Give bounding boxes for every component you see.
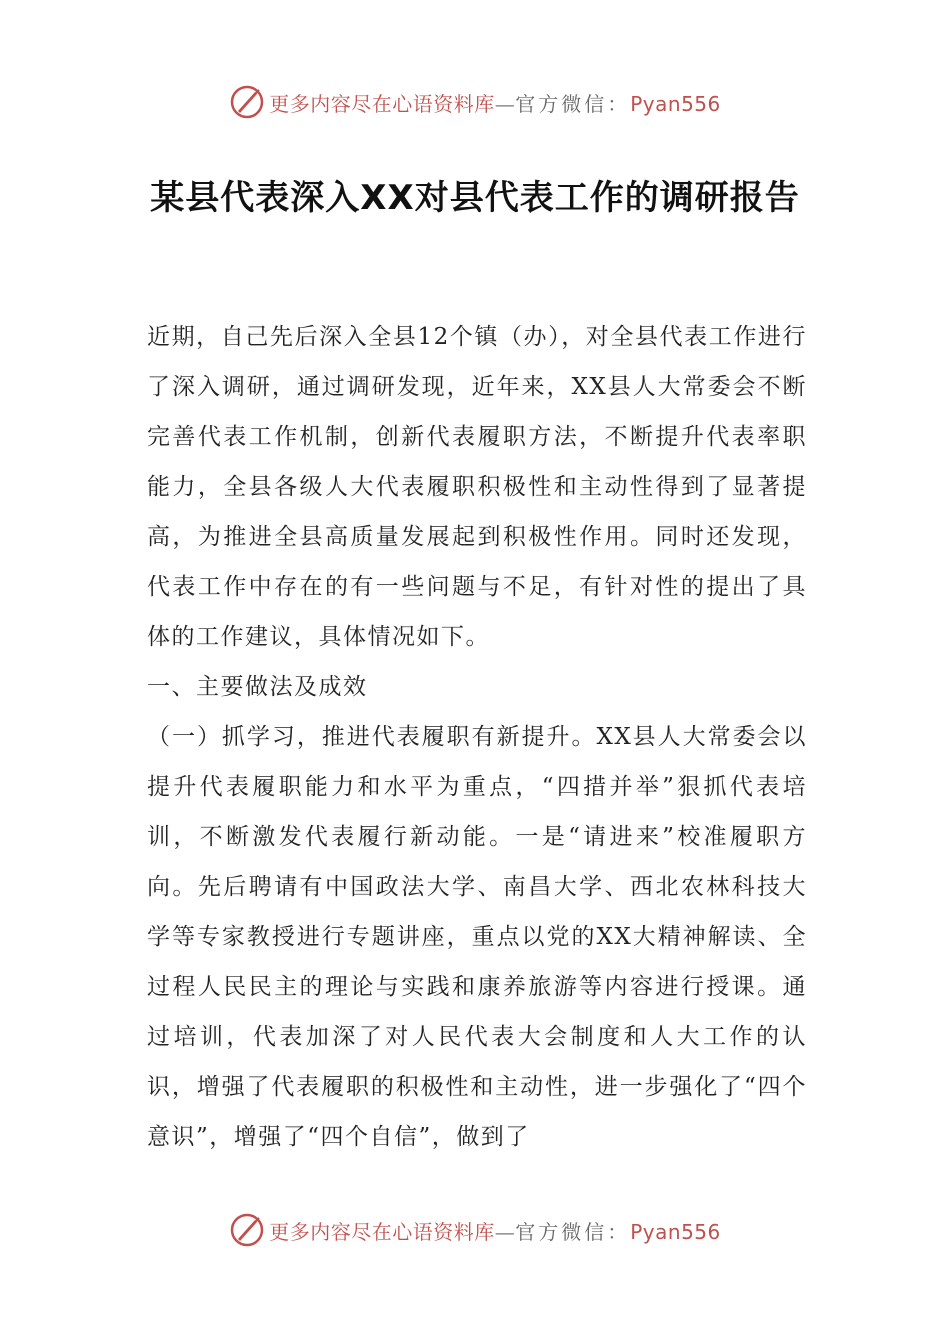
watermark-site: 更多内容尽在心语资料库 [269, 1219, 495, 1244]
watermark-separator: — [494, 1219, 516, 1244]
watermark-text [269, 88, 721, 117]
watermark-text [269, 1216, 721, 1245]
watermark-id: Pyan556 [630, 91, 721, 116]
watermark-label: 官方微信： [515, 1219, 631, 1244]
watermark-site: 更多内容尽在心语资料库 [269, 91, 495, 116]
paragraph-intro: 近期，自己先后深入全县12个镇（办），对全县代表工作进行了深入调研，通过调研发现，近年来，XX县人大常委会不断完善代表工作机制，创新代表履职方法，不断提升代表率职能力，全县各级人大代表履职积极性和主动性得到了显著提高，为推进全县高质量发展起到积极性作用。同时还发现，代表工作中存在的有一些问题与不足，有针对性的提出了具体的工作建议，具体情况如下。 [147, 324, 807, 650]
document-title: 某县代表深入XX对县代表工作的调研报告 [150, 178, 800, 218]
section-heading: 一、主要做法及成效 [147, 674, 368, 700]
quill-logo-icon [229, 1212, 265, 1248]
quill-logo-icon [229, 84, 265, 120]
watermark-separator: — [494, 91, 516, 116]
watermark-header [0, 82, 950, 122]
paragraph-section-1: （一）抓学习，推进代表履职有新提升。XX县人大常委会以提升代表履职能力和水平为重点，“四措并举”狠抓代表培训，不断激发代表履行新动能。一是“请进来”校准履职方向。先后聘请有中国政法大学、南昌大学、西北农林科技大学等专家教授进行专题讲座，重点以党的XX大精神解读、全过程人民民主的理论与实践和康养旅游等内容进行授课。通过培训，代表加深了对人民代表大会制度和人大工作的认识，增强了代表履职的积极性和主动性，进一步强化了“四个意识”，增强了“四个自信”，做到了 [147, 724, 807, 1150]
watermark-id: Pyan556 [630, 1219, 721, 1244]
watermark-label: 官方微信： [515, 91, 631, 116]
document-body [147, 312, 807, 1162]
watermark-footer [0, 1210, 950, 1250]
